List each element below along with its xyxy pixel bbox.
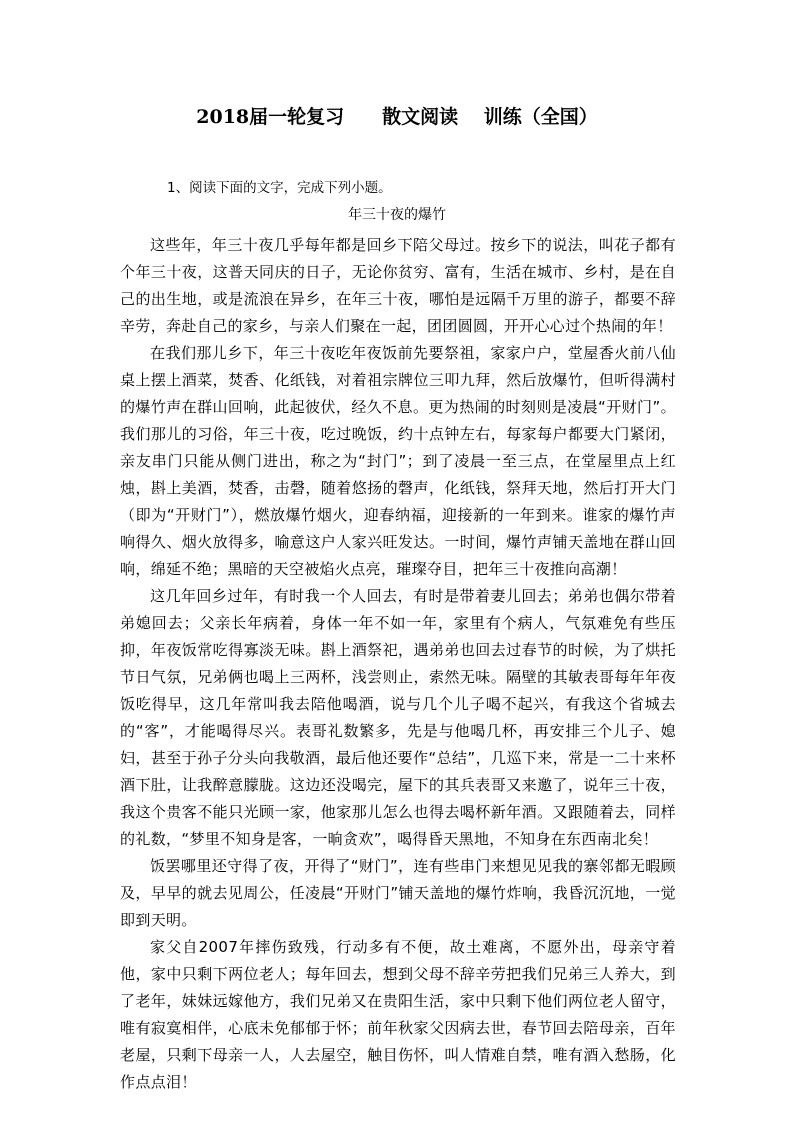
document-title: 2018届一轮复习 散文阅读 训练（全国） xyxy=(196,106,598,128)
essay-title: 年三十夜的爆竹 xyxy=(348,207,446,223)
question-prompt: 1、阅读下面的文字，完成下列小题。 xyxy=(167,180,392,196)
essay-paragraph: 这几年回乡过年，有时我一个人回去，有时是带着妻儿回去；弟弟也偶尔带着弟媳回去；父亲长年病着，身体一年不如一年，家里有个病人，气氛难免有些压抑，年夜饭常吃得寡淡无味。斟上酒祭祀，遇弟弟也回去过春节的时候，为了烘托节日气氛，兄弟俩也喝上三两杯，浅尝则止，索然无味。隔壁的其敏表哥每年年夜饭吃得早，这几年常叫我去陪他喝酒，说与几个儿子喝不起兴，有我这个省城去的“客”，才能喝得尽兴。表哥礼数繁多，先是与他喝几杯，再安排三个儿子、媳妇，甚至于孙子分头向我敬酒，最后他还要作“总结”，几巡下来，常是一二十来杯酒下肚，让我醉意朦胧。这边还没喝完，屋下的其兵表哥又来邀了，说年三十夜，我这个贵客不能只光顾一家，他家那儿怎么也得去喝杯新年酒。又跟随着去，同样的礼数，“梦里不知身是客，一晌贪欢”，喝得昏天黑地，不知身在东西南北矣！ xyxy=(120,587,676,848)
essay-paragraph: 这些年，年三十夜几乎每年都是回乡下陪父母过。按乡下的说法，叫花子都有个年三十夜，这普天同庆的日子，无论你贫穷、富有，生活在城市、乡村，是在自己的出生地，或是流浪在异乡，在年三十夜，哪怕是远隔千万里的游子，都要不辞辛劳，奔赴自己的家乡，与亲人们聚在一起，团团圆圆，开开心心过个热闹的年！ xyxy=(120,236,676,335)
essay-body xyxy=(120,232,676,1096)
essay-paragraph: 家父自2007年摔伤致残，行动多有不便，故土难离，不愿外出，母亲守着他，家中只剩下两位老人；每年回去，想到父母不辞辛劳把我们兄弟三人养大，到了老年，妹妹远嫁他方，我们兄弟又在贵阳生活，家中只剩下他们两位老人留守，唯有寂寞相伴，心底未免郁郁于怀；前年秋家父因病去世，春节回去陪母亲，百年老屋，只剩下母亲一人，人去屋空，触目伤怀，叫人情难自禁，唯有酒入愁肠，化作点点泪！ xyxy=(120,938,676,1091)
essay-paragraph: 在我们那儿乡下，年三十夜吃年夜饭前先要祭祖，家家户户，堂屋香火前八仙桌上摆上酒菜，焚香、化纸钱，对着祖宗牌位三叩九拜，然后放爆竹，但听得满村的爆竹声在群山回响，此起彼伏，经久不息。更为热闹的时刻则是凌晨“开财门”。我们那儿的习俗，年三十夜，吃过晚饭，约十点钟左右，每家每户都要大门紧闭，亲友串门只能从侧门进出，称之为“封门”；到了凌晨一至三点，在堂屋里点上红烛，斟上美酒，焚香，击磬，随着悠扬的磬声，化纸钱，祭拜天地，然后打开大门（即为“开财门”），燃放爆竹烟火，迎春纳福，迎接新的一年到来。谁家的爆竹声响得久、烟火放得多，喻意这户人家兴旺发达。一时间，爆竹声铺天盖地在群山回响，绵延不绝；黑暗的天空被焰火点亮，璀璨夺目，把年三十夜推向高潮！ xyxy=(120,344,676,578)
essay-paragraph: 饭罢哪里还守得了夜，开得了“财门”，连有些串门来想见见我的寨邻都无暇顾及，早早的就去见周公，任凌晨“开财门”铺天盖地的爆竹炸响，我昏沉沉地，一觉即到天明。 xyxy=(120,857,676,929)
